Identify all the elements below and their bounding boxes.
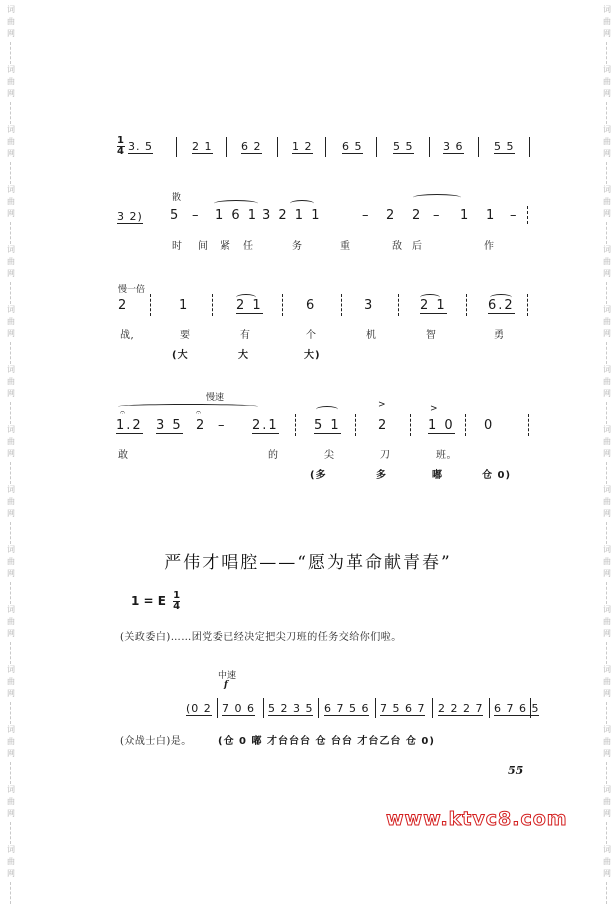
key-label: 1 = E — [131, 594, 166, 608]
barline — [150, 294, 151, 316]
watermark-divider — [606, 522, 608, 544]
watermark-divider — [10, 282, 12, 304]
accent-icon: > — [430, 404, 438, 414]
watermark-text: 词 曲 网 — [603, 185, 611, 218]
key-signature — [131, 591, 180, 612]
lyric: 务 — [292, 241, 303, 252]
dash: – — [433, 208, 442, 223]
percussion-note: 大 — [238, 350, 249, 361]
note-group: 5 1 — [314, 418, 341, 433]
key-time-signature: $\frac{1}{4}$ — [173, 590, 181, 612]
lyric: 战, — [120, 330, 135, 341]
note-group: 6.2 — [488, 298, 515, 313]
watermark-divider — [10, 162, 12, 184]
watermark-divider — [606, 582, 608, 604]
lyric: 作 — [484, 241, 495, 252]
watermark-text: 词 曲 网 — [603, 365, 611, 398]
watermark-divider — [606, 882, 608, 904]
watermark-divider — [606, 762, 608, 784]
watermark-text: 词 曲 网 — [7, 245, 15, 278]
note-group: (0 2 — [186, 702, 212, 715]
measure: 6 7 5 6 — [324, 702, 370, 715]
watermark-divider — [10, 822, 12, 844]
watermark-text: 词 曲 网 — [7, 185, 15, 218]
tempo-marking: 慢一倍 — [118, 285, 146, 295]
watermark-divider — [606, 102, 608, 124]
lyric: 有 — [240, 330, 251, 341]
watermark-text: 词 曲 网 — [603, 785, 611, 818]
watermark-text: 词 曲 网 — [7, 725, 15, 758]
note: 1 — [486, 208, 497, 223]
watermark-text: 词 曲 网 — [603, 305, 611, 338]
barline — [410, 414, 411, 436]
note: 5 — [170, 208, 181, 223]
lyric: 机 — [366, 330, 377, 341]
barline — [529, 137, 530, 157]
lyric: 的 — [268, 450, 279, 461]
time-signature: 1 4 — [117, 135, 125, 157]
watermark-divider — [10, 42, 12, 64]
watermark-divider — [10, 702, 12, 724]
lyric: 个 — [306, 330, 317, 341]
barline — [375, 698, 376, 718]
watermark-text: 词 曲 网 — [603, 605, 611, 638]
watermark-text: 词 曲 网 — [603, 845, 611, 878]
watermark-text: 词 曲 网 — [7, 485, 15, 518]
watermark-divider — [10, 522, 12, 544]
barline — [527, 294, 528, 316]
watermark-text: 词 曲 网 — [7, 125, 15, 158]
note: 0 — [484, 418, 495, 433]
watermark-text: 词 曲 网 — [7, 845, 15, 878]
lyric: 敢 — [118, 450, 129, 461]
right-watermark-strip — [600, 0, 614, 881]
slur — [290, 200, 314, 207]
tempo-marking: 散 — [172, 193, 182, 203]
barline — [527, 206, 528, 224]
watermark-text: 词 曲 网 — [7, 365, 15, 398]
percussion-note: (多 — [310, 470, 327, 481]
watermark-text: 词 曲 网 — [603, 725, 611, 758]
measure: 1 2 — [292, 140, 313, 153]
percussion-note: 多 — [376, 470, 387, 481]
measure: 5 5 — [393, 140, 414, 153]
watermark-divider — [10, 642, 12, 664]
barline — [398, 294, 399, 316]
watermark-divider — [10, 102, 12, 124]
barline — [212, 294, 213, 316]
watermark-divider — [10, 582, 12, 604]
note-group: 1.2 — [116, 418, 143, 433]
watermark-text: 词 曲 网 — [603, 545, 611, 578]
page-number: 55 — [508, 764, 524, 777]
lyric: 勇 — [494, 330, 505, 341]
lyric: 任 — [243, 241, 254, 252]
fermata-icon: 𝄐 — [196, 408, 202, 418]
watermark-text: 词 曲 网 — [7, 305, 15, 338]
barline — [295, 414, 296, 436]
note: 2 — [386, 208, 397, 223]
watermark-text: 词 曲 网 — [7, 425, 15, 458]
note: 2 — [378, 418, 389, 433]
percussion-note: (大 — [172, 350, 189, 361]
slur — [413, 194, 461, 201]
watermark-text: 词 曲 网 — [603, 665, 611, 698]
watermark-text: 词 曲 网 — [603, 245, 611, 278]
watermark-divider — [606, 42, 608, 64]
watermark-text: 词 曲 网 — [7, 665, 15, 698]
barline — [429, 137, 430, 157]
watermark-divider — [606, 642, 608, 664]
watermark-text: 词 曲 网 — [603, 5, 611, 38]
note-group: 2.1 — [252, 418, 279, 433]
watermark-text: 词 曲 网 — [603, 485, 611, 518]
watermark-text: 词 曲 网 — [7, 785, 15, 818]
barline — [355, 414, 356, 436]
note-group: 2 1 — [420, 298, 447, 313]
lyric: 智 — [426, 330, 437, 341]
barline — [530, 698, 531, 718]
watermark-divider — [10, 462, 12, 484]
barline — [376, 137, 377, 157]
dash: – — [510, 208, 519, 223]
barline — [217, 698, 218, 718]
watermark-divider — [606, 342, 608, 364]
tempo-marking: 中速 — [218, 671, 237, 681]
measure: 7 0 6 — [222, 702, 255, 715]
left-watermark-strip — [4, 0, 18, 881]
watermark-divider — [10, 222, 12, 244]
note-group: 3 2) — [117, 210, 143, 223]
barline — [263, 698, 264, 718]
measure: 7 5 6 7 — [380, 702, 426, 715]
barline — [465, 414, 466, 436]
percussion-note: 大) — [304, 350, 321, 361]
accent-icon: > — [378, 400, 386, 410]
barline — [282, 294, 283, 316]
watermark-divider — [606, 462, 608, 484]
lyric: 紧 — [220, 241, 231, 252]
measure: 3 6 — [443, 140, 464, 153]
lyric: 敌 — [392, 241, 403, 252]
barline — [466, 294, 467, 316]
lyric: 时 — [172, 241, 183, 252]
watermark-divider — [10, 342, 12, 364]
barline — [325, 137, 326, 157]
barline — [432, 698, 433, 718]
note: 3 — [364, 298, 375, 313]
barline — [528, 414, 529, 436]
watermark-text: 词 曲 网 — [7, 5, 15, 38]
barline — [318, 698, 319, 718]
watermark-text: 词 曲 网 — [7, 545, 15, 578]
percussion-note: 嘟 — [432, 470, 443, 481]
measure: 6 5 — [342, 140, 363, 153]
lyric: 后 — [412, 241, 423, 252]
barline — [176, 137, 177, 157]
measure: 5 5 — [494, 140, 515, 153]
watermark-text: 词 曲 网 — [603, 65, 611, 98]
measure: 3. 5 — [128, 140, 153, 153]
watermark-divider — [606, 402, 608, 424]
measure: 6 7 6 5 — [494, 702, 540, 715]
lyric: 班。 — [436, 450, 457, 461]
barline — [226, 137, 227, 157]
note-group: 1 6 1 — [215, 208, 259, 223]
dash: – — [362, 208, 371, 223]
lyric: 重 — [340, 241, 351, 252]
watermark-divider — [606, 702, 608, 724]
note: 2 — [118, 298, 129, 313]
watermark-divider — [10, 402, 12, 424]
lyric: 刀 — [380, 450, 391, 461]
percussion-note: 仓 0) — [482, 470, 512, 481]
site-watermark: www.ktvc8.com — [386, 808, 568, 830]
barline — [277, 137, 278, 157]
spoken-line: (众战士白)是。 — [120, 736, 192, 747]
tempo-marking: 慢速 — [206, 393, 225, 403]
watermark-divider — [10, 882, 12, 904]
slur — [316, 406, 338, 413]
measure: 5 2 3 5 — [268, 702, 314, 715]
watermark-divider — [606, 282, 608, 304]
note: 2 — [412, 208, 423, 223]
dynamic-marking: f — [224, 680, 228, 690]
measure: 6 2 — [241, 140, 262, 153]
piece-title: 严伟才唱腔——“愿为革命献青春” — [164, 553, 452, 573]
watermark-divider — [606, 162, 608, 184]
note-group: 3 2 1 1 — [262, 208, 322, 223]
note-group: 2 1 — [236, 298, 263, 313]
slur — [118, 404, 258, 409]
barline — [489, 698, 490, 718]
note: 1 — [460, 208, 471, 223]
barline — [341, 294, 342, 316]
watermark-text: 词 曲 网 — [7, 65, 15, 98]
note: 6 — [306, 298, 317, 313]
measure: 2 2 2 7 — [438, 702, 484, 715]
lyric: 要 — [180, 330, 191, 341]
dash: – — [192, 208, 201, 223]
percussion-line: (仓 0 嘟 才台台台 仓 台台 才台乙台 仓 0) — [218, 736, 435, 747]
note-group: 1 0 — [428, 418, 455, 433]
dash: – — [218, 418, 227, 433]
lyric: 尖 — [324, 450, 335, 461]
note: 1 — [179, 298, 190, 313]
watermark-text: 词 曲 网 — [603, 125, 611, 158]
watermark-divider — [606, 222, 608, 244]
watermark-divider — [10, 762, 12, 784]
measure: 2 1 — [192, 140, 213, 153]
note: 2 — [196, 418, 207, 433]
barline — [478, 137, 479, 157]
lyric: 间 — [198, 241, 209, 252]
fermata-icon: 𝄐 — [120, 408, 126, 418]
spoken-narration: (关政委白)……团党委已经决定把尖刀班的任务交给你们啦。 — [120, 632, 402, 643]
slur — [214, 200, 258, 207]
watermark-text: 词 曲 网 — [7, 605, 15, 638]
watermark-text: 词 曲 网 — [603, 425, 611, 458]
note-group: 3 5 — [156, 418, 183, 433]
watermark-divider — [606, 822, 608, 844]
